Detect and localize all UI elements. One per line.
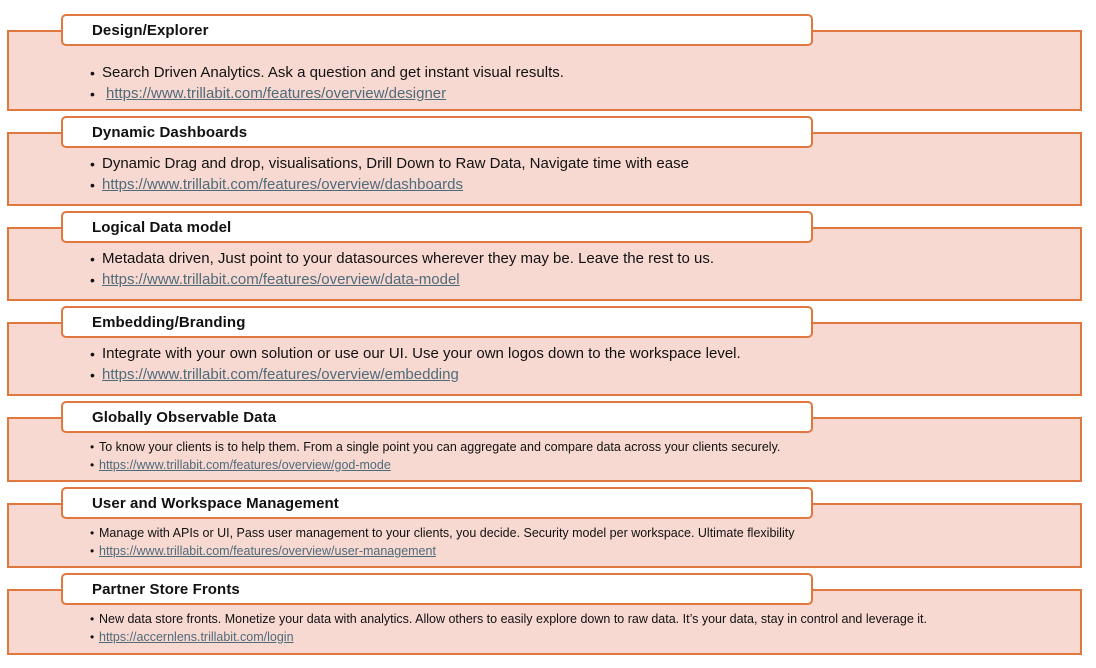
feature-link[interactable]: https://www.trillabit.com/features/overview/dashboards	[102, 176, 463, 193]
feature-bullets	[90, 437, 780, 474]
bullet-link	[90, 628, 927, 646]
bullet-icon: •	[90, 250, 95, 267]
feature-link[interactable]: https://www.trillabit.com/features/overview/data-model	[102, 271, 460, 288]
bullet-description	[90, 523, 794, 542]
feature-title-box	[61, 211, 813, 243]
feature-description: Integrate with your own solution or use our UI. Use your own logos down to the workspace level.	[102, 345, 741, 362]
feature-bullets	[90, 523, 794, 560]
bullet-description	[90, 248, 714, 269]
bullet-description	[90, 609, 927, 628]
feature-bullets	[90, 153, 689, 195]
bullet-icon: •	[90, 64, 95, 81]
bullet-link	[90, 364, 741, 385]
feature-title-box	[61, 487, 813, 519]
feature-title: Dynamic Dashboards	[92, 123, 248, 141]
bullet-link	[90, 542, 794, 560]
bullet-icon: •	[90, 525, 95, 540]
feature-link[interactable]: https://www.trillabit.com/features/overview/embedding	[102, 366, 459, 383]
bullet-icon: •	[90, 458, 95, 472]
feature-title-box	[61, 116, 813, 148]
feature-title: Partner Store Fronts	[92, 580, 240, 598]
bullet-link	[90, 83, 564, 104]
feature-title-box	[61, 573, 813, 605]
feature-link[interactable]: https://accernlens.trillabit.com/login	[99, 630, 294, 644]
bullet-description	[90, 343, 741, 364]
feature-description: Manage with APIs or UI, Pass user management to your clients, you decide. Security model per workspace. Ultimate flexibility	[99, 525, 795, 540]
bullet-description	[90, 153, 689, 174]
bullet-link	[90, 456, 780, 474]
feature-description: New data store fronts. Monetize your data with analytics. Allow others to easily explore down to raw data. It’s your data, stay in control and leverage it.	[99, 611, 927, 626]
bullet-icon: •	[90, 345, 95, 362]
feature-title: Globally Observable Data	[92, 408, 277, 426]
bullet-icon: •	[90, 155, 95, 172]
feature-link[interactable]: https://www.trillabit.com/features/overview/designer	[106, 85, 447, 102]
feature-title-box	[61, 14, 813, 46]
bullet-icon: •	[90, 366, 95, 383]
feature-description: Metadata driven, Just point to your datasources wherever they may be. Leave the rest to us.	[102, 250, 714, 267]
bullet-icon: •	[90, 176, 95, 193]
feature-title: Embedding/Branding	[92, 313, 246, 331]
bullet-icon: •	[90, 271, 95, 288]
feature-bullets	[90, 248, 714, 290]
bullet-link	[90, 174, 689, 195]
feature-link[interactable]: https://www.trillabit.com/features/overview/god-mode	[99, 458, 391, 472]
feature-title-box	[61, 306, 813, 338]
bullet-icon: •	[90, 611, 95, 626]
feature-description: Search Driven Analytics. Ask a question and get instant visual results.	[102, 64, 564, 81]
feature-title-box	[61, 401, 813, 433]
feature-bullets	[90, 343, 741, 385]
feature-description: To know your clients is to help them. From a single point you can aggregate and compare data across your clients securely.	[99, 439, 781, 454]
bullet-link	[90, 269, 714, 290]
bullet-description	[90, 62, 564, 83]
feature-title: Design/Explorer	[92, 21, 209, 39]
feature-link[interactable]: https://www.trillabit.com/features/overview/user-management	[99, 544, 436, 558]
feature-title: Logical Data model	[92, 218, 232, 236]
feature-title: User and Workspace Management	[92, 494, 339, 512]
bullet-icon: •	[90, 630, 95, 644]
bullet-description	[90, 437, 780, 456]
bullet-icon: •	[90, 544, 95, 558]
bullet-icon: •	[90, 439, 95, 454]
feature-bullets	[90, 62, 564, 104]
feature-bullets	[90, 609, 927, 646]
feature-description: Dynamic Drag and drop, visualisations, Drill Down to Raw Data, Navigate time with ease	[102, 155, 689, 172]
bullet-icon: •	[90, 85, 95, 102]
